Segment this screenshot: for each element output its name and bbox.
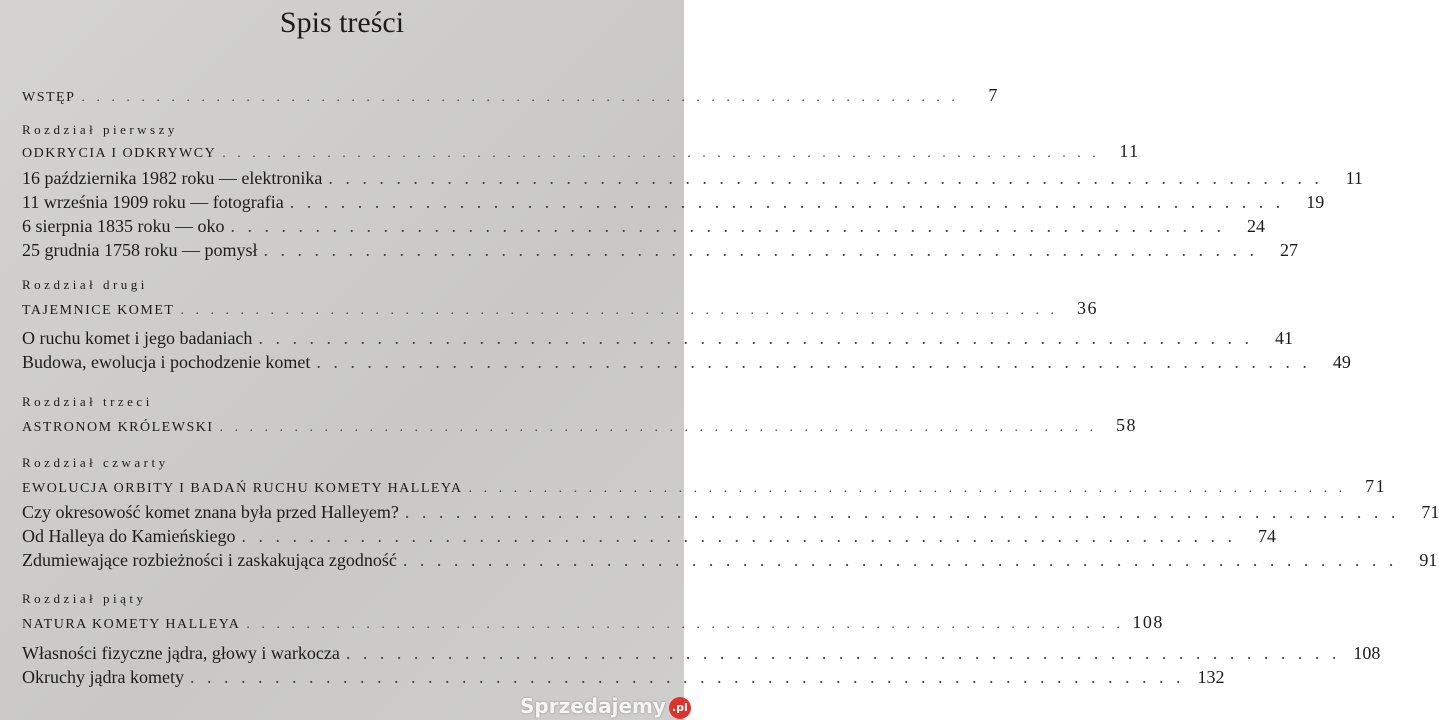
page-number: 108 (1353, 643, 1381, 663)
dot-leader (258, 328, 1253, 349)
dot-leader (220, 417, 1098, 438)
watermark-logo (520, 693, 691, 719)
toc-entry (22, 643, 1381, 664)
toc-entry (22, 298, 1098, 321)
dot-leader (81, 87, 959, 108)
page-number: 24 (1246, 216, 1265, 236)
page-number: 74 (1257, 526, 1276, 546)
page-number: 36 (1076, 298, 1098, 318)
dot-leader (264, 240, 1259, 261)
page-title: Spis treści (279, 6, 405, 39)
entry-title: Czy okresowość komet znana była przed Halleyem? (22, 502, 399, 522)
dot-leader (316, 352, 1311, 373)
dot-leader (190, 667, 1185, 688)
toc-entry (22, 85, 999, 108)
page-number: 49 (1332, 352, 1351, 372)
entry-title: 6 sierpnia 1835 roku — oko (22, 216, 225, 236)
entry-title: ODKRYCIA I ODKRYWCY (22, 146, 217, 161)
dot-leader (230, 216, 1225, 237)
entry-title: O ruchu komet i jego badaniach (22, 328, 253, 348)
dot-leader (290, 192, 1285, 213)
entry-title: Własności fizyczne jądra, głowy i warkocza (22, 643, 340, 663)
toc-entry (22, 240, 1298, 261)
entry-title: Budowa, ewolucja i pochodzenie komet (22, 352, 311, 372)
page-number: 11 (1345, 168, 1363, 188)
dot-leader (180, 300, 1058, 321)
page-number: 41 (1274, 328, 1293, 348)
dot-leader (246, 614, 1124, 635)
toc-entry (22, 502, 1439, 523)
toc-entry (22, 328, 1293, 349)
entry-title: WSTĘP (22, 90, 76, 105)
watermark-badge: .pl (669, 697, 691, 719)
entry-title: TAJEMNICE KOMET (22, 303, 175, 318)
page-number: 108 (1132, 612, 1164, 632)
chapter-label: Rozdział pierwszy (22, 122, 178, 137)
entry-title: ASTRONOM KRÓLEWSKI (22, 420, 214, 435)
toc-entry (22, 476, 1387, 499)
entry-title: Okruchy jądra komety (22, 667, 184, 687)
dot-leader (469, 478, 1347, 499)
entry-title: EWOLUCJA ORBITY I BADAŃ RUCHU KOMETY HALLEYA (22, 481, 463, 496)
entry-title: NATURA KOMETY HALLEYA (22, 617, 241, 632)
page-number: 19 (1306, 192, 1325, 212)
dot-leader (405, 502, 1400, 523)
dot-leader (222, 143, 1100, 164)
chapter-label: Rozdział piąty (22, 591, 147, 606)
watermark-text: Sprzedajemy (520, 694, 666, 718)
toc-entry (22, 415, 1137, 438)
dot-leader (346, 643, 1341, 664)
toc-entry (22, 192, 1325, 213)
toc-entry (22, 216, 1265, 237)
entry-title: Od Halleya do Kamieńskiego (22, 526, 236, 546)
dot-leader (328, 168, 1323, 189)
entry-title: 16 października 1982 roku — elektronika (22, 168, 323, 188)
toc-entry (22, 526, 1276, 547)
page-number: 58 (1116, 415, 1137, 435)
page-number: 71 (1365, 476, 1387, 496)
page-number: 11 (1119, 141, 1140, 161)
entry-title: 11 września 1909 roku — fotografia (22, 192, 284, 212)
page-number: 7 (988, 85, 999, 105)
chapter-label: Rozdział drugi (22, 277, 148, 292)
chapter-label: Rozdział trzeci (22, 394, 153, 409)
toc-entry (22, 667, 1225, 688)
entry-title: Zdumiewające rozbieżności i zaskakująca zgodność (22, 550, 397, 570)
toc-entry (22, 612, 1164, 635)
entry-title: 25 grudnia 1758 roku — pomysł (22, 240, 258, 260)
page-number: 91 (1419, 550, 1438, 570)
dot-leader (403, 550, 1398, 571)
dot-leader (241, 526, 1236, 547)
page-number: 132 (1197, 667, 1225, 687)
toc-entry (22, 141, 1140, 164)
chapter-label: Rozdział czwarty (22, 455, 169, 470)
toc-entry (22, 550, 1438, 571)
toc-entry (22, 352, 1351, 373)
toc-entry (22, 168, 1363, 189)
page-number: 27 (1280, 240, 1298, 260)
page-number: 71 (1421, 502, 1439, 522)
